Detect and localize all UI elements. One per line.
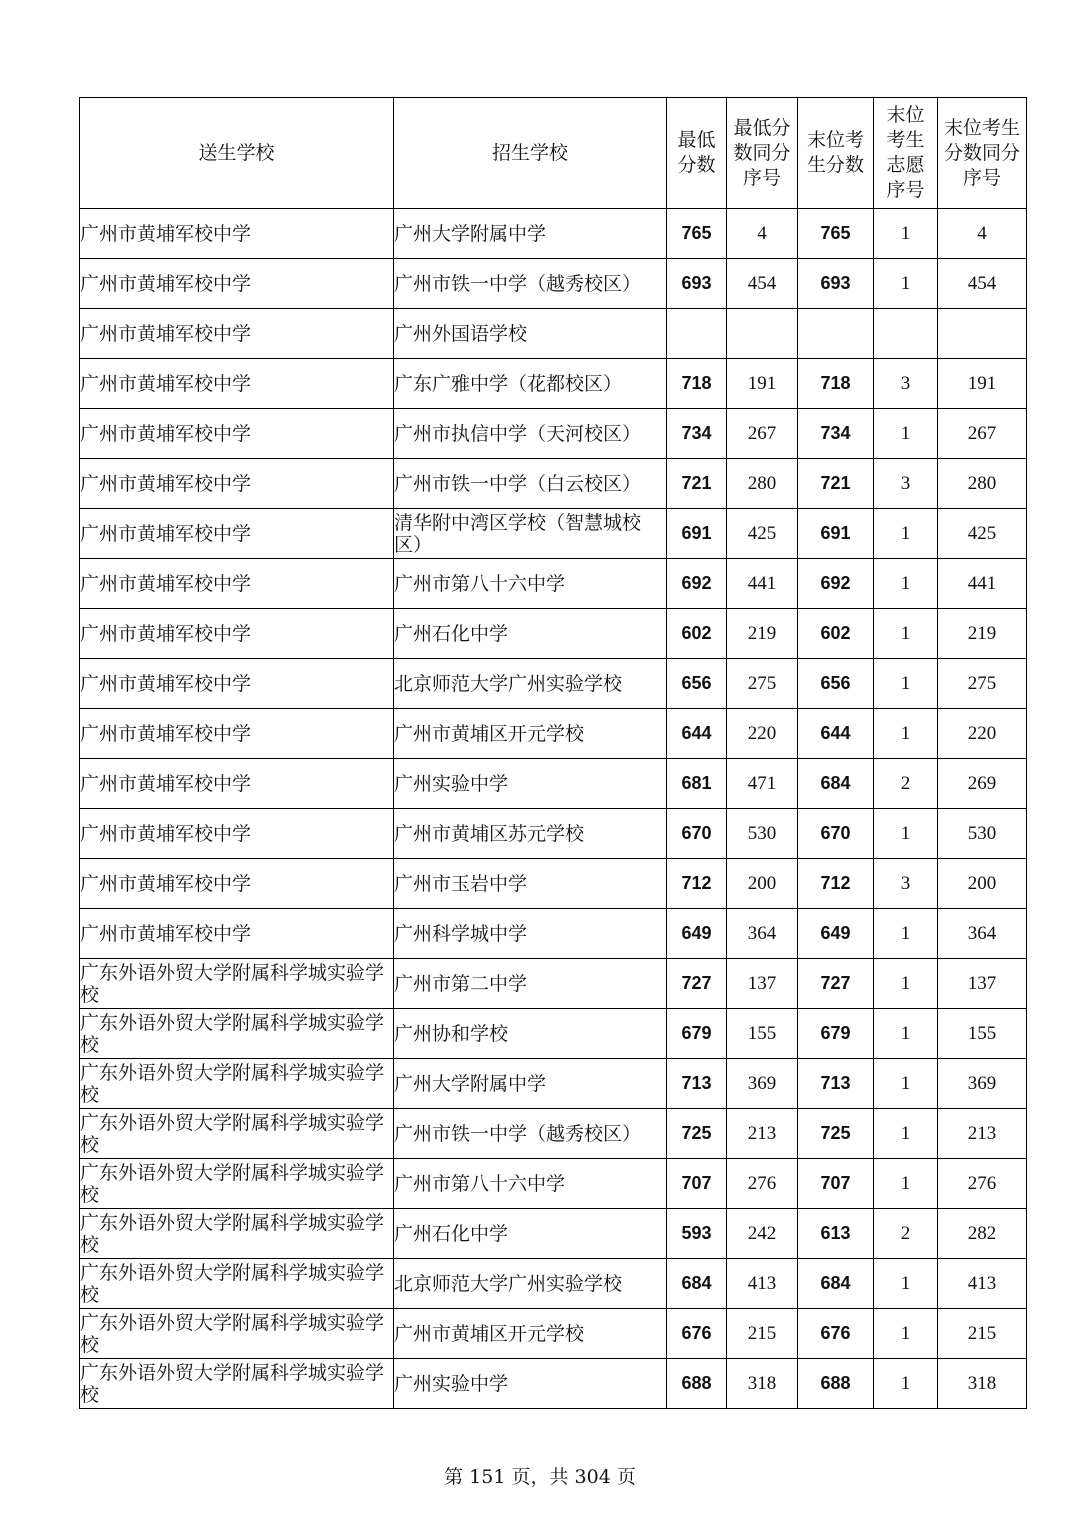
admitting-school-cell: 广州实验中学 xyxy=(394,1359,667,1409)
last-score-cell: 613 xyxy=(798,1209,874,1259)
header-row xyxy=(80,98,1027,209)
min-score-rank-cell: 191 xyxy=(727,359,798,409)
admitting-school-cell: 广州协和学校 xyxy=(394,1009,667,1059)
last-score-rank-cell: 413 xyxy=(938,1259,1027,1309)
last-choice-no-cell: 1 xyxy=(874,809,938,859)
min-score-cell: 681 xyxy=(667,759,727,809)
last-choice-no-cell: 1 xyxy=(874,1359,938,1409)
min-score-rank-cell: 425 xyxy=(727,509,798,559)
admitting-school-cell: 清华附中湾区学校（智慧城校区） xyxy=(394,509,667,559)
min-score-rank-cell: 280 xyxy=(727,459,798,509)
admitting-school-cell: 北京师范大学广州实验学校 xyxy=(394,1259,667,1309)
sending-school-cell: 广州市黄埔军校中学 xyxy=(80,559,394,609)
last-score-rank-cell: 219 xyxy=(938,609,1027,659)
admitting-school-cell: 广州大学附属中学 xyxy=(394,209,667,259)
table-row xyxy=(80,509,1027,559)
last-choice-no-cell: 3 xyxy=(874,459,938,509)
sending-school-cell: 广东外语外贸大学附属科学城实验学校 xyxy=(80,1259,394,1309)
admitting-school-cell: 广州市黄埔区苏元学校 xyxy=(394,809,667,859)
header-last-score: 末位考生分数 xyxy=(798,98,874,209)
header-last-score-rank: 末位考生分数同分序号 xyxy=(938,98,1027,209)
last-score-cell: 692 xyxy=(798,559,874,609)
last-score-cell: 707 xyxy=(798,1159,874,1209)
table-row xyxy=(80,309,1027,359)
table-row xyxy=(80,859,1027,909)
sending-school-cell: 广东外语外贸大学附属科学城实验学校 xyxy=(80,959,394,1009)
last-score-cell: 676 xyxy=(798,1309,874,1359)
min-score-rank-cell: 275 xyxy=(727,659,798,709)
admission-score-table xyxy=(79,97,1027,1409)
min-score-rank-cell xyxy=(727,309,798,359)
table-row xyxy=(80,959,1027,1009)
last-choice-no-cell: 2 xyxy=(874,1209,938,1259)
last-score-cell: 684 xyxy=(798,759,874,809)
table-row xyxy=(80,1059,1027,1109)
header-min-score: 最低分数 xyxy=(667,98,727,209)
last-score-rank-cell: 275 xyxy=(938,659,1027,709)
last-choice-no-cell: 1 xyxy=(874,259,938,309)
last-score-rank-cell: 282 xyxy=(938,1209,1027,1259)
last-score-rank-cell: 269 xyxy=(938,759,1027,809)
last-score-cell: 718 xyxy=(798,359,874,409)
table-row xyxy=(80,1209,1027,1259)
last-score-rank-cell: 318 xyxy=(938,1359,1027,1409)
last-score-cell: 693 xyxy=(798,259,874,309)
last-choice-no-cell: 1 xyxy=(874,559,938,609)
last-score-rank-cell: 276 xyxy=(938,1159,1027,1209)
last-score-cell: 649 xyxy=(798,909,874,959)
sending-school-cell: 广州市黄埔军校中学 xyxy=(80,709,394,759)
last-score-cell: 691 xyxy=(798,509,874,559)
header-admitting-school: 招生学校 xyxy=(394,98,667,209)
sending-school-cell: 广州市黄埔军校中学 xyxy=(80,459,394,509)
admitting-school-cell: 广州大学附属中学 xyxy=(394,1059,667,1109)
last-choice-no-cell: 1 xyxy=(874,1259,938,1309)
min-score-rank-cell: 369 xyxy=(727,1059,798,1109)
last-choice-no-cell: 1 xyxy=(874,1059,938,1109)
min-score-rank-cell: 530 xyxy=(727,809,798,859)
min-score-rank-cell: 242 xyxy=(727,1209,798,1259)
admitting-school-cell: 广州市第八十六中学 xyxy=(394,559,667,609)
admitting-school-cell: 广东广雅中学（花都校区） xyxy=(394,359,667,409)
min-score-rank-cell: 471 xyxy=(727,759,798,809)
admitting-school-cell: 广州市黄埔区开元学校 xyxy=(394,1309,667,1359)
min-score-rank-cell: 220 xyxy=(727,709,798,759)
min-score-rank-cell: 267 xyxy=(727,409,798,459)
last-choice-no-cell: 1 xyxy=(874,1109,938,1159)
last-choice-no-cell xyxy=(874,309,938,359)
min-score-cell: 679 xyxy=(667,1009,727,1059)
last-score-cell: 656 xyxy=(798,659,874,709)
table-row xyxy=(80,809,1027,859)
last-choice-no-cell: 1 xyxy=(874,959,938,1009)
table-header xyxy=(80,98,1027,209)
last-score-rank-cell: 215 xyxy=(938,1309,1027,1359)
last-score-rank-cell: 191 xyxy=(938,359,1027,409)
admitting-school-cell: 广州市执信中学（天河校区） xyxy=(394,409,667,459)
table-row xyxy=(80,409,1027,459)
last-score-cell: 644 xyxy=(798,709,874,759)
admitting-school-cell: 广州市玉岩中学 xyxy=(394,859,667,909)
last-score-rank-cell: 213 xyxy=(938,1109,1027,1159)
last-choice-no-cell: 1 xyxy=(874,709,938,759)
last-score-rank-cell: 454 xyxy=(938,259,1027,309)
min-score-rank-cell: 215 xyxy=(727,1309,798,1359)
last-choice-no-cell: 1 xyxy=(874,609,938,659)
last-score-rank-cell: 200 xyxy=(938,859,1027,909)
min-score-cell: 713 xyxy=(667,1059,727,1109)
last-choice-no-cell: 1 xyxy=(874,1309,938,1359)
min-score-cell: 725 xyxy=(667,1109,727,1159)
header-sending-school: 送生学校 xyxy=(80,98,394,209)
admitting-school-cell: 广州市第二中学 xyxy=(394,959,667,1009)
min-score-cell: 656 xyxy=(667,659,727,709)
table-row xyxy=(80,909,1027,959)
min-score-cell: 727 xyxy=(667,959,727,1009)
last-score-cell: 688 xyxy=(798,1359,874,1409)
last-score-cell: 721 xyxy=(798,459,874,509)
min-score-cell: 718 xyxy=(667,359,727,409)
last-score-cell: 602 xyxy=(798,609,874,659)
sending-school-cell: 广州市黄埔军校中学 xyxy=(80,209,394,259)
last-score-cell: 734 xyxy=(798,409,874,459)
admitting-school-cell: 广州科学城中学 xyxy=(394,909,667,959)
last-choice-no-cell: 1 xyxy=(874,659,938,709)
last-score-rank-cell xyxy=(938,309,1027,359)
min-score-rank-cell: 441 xyxy=(727,559,798,609)
last-score-cell: 712 xyxy=(798,859,874,909)
admitting-school-cell: 广州外国语学校 xyxy=(394,309,667,359)
table-row xyxy=(80,1159,1027,1209)
min-score-cell: 712 xyxy=(667,859,727,909)
last-score-rank-cell: 369 xyxy=(938,1059,1027,1109)
table-row xyxy=(80,359,1027,409)
sending-school-cell: 广州市黄埔军校中学 xyxy=(80,809,394,859)
last-score-cell: 713 xyxy=(798,1059,874,1109)
min-score-rank-cell: 318 xyxy=(727,1359,798,1409)
table-row xyxy=(80,1309,1027,1359)
last-score-rank-cell: 220 xyxy=(938,709,1027,759)
min-score-cell: 765 xyxy=(667,209,727,259)
sending-school-cell: 广东外语外贸大学附属科学城实验学校 xyxy=(80,1009,394,1059)
min-score-rank-cell: 219 xyxy=(727,609,798,659)
admitting-school-cell: 广州市铁一中学（越秀校区） xyxy=(394,259,667,309)
min-score-rank-cell: 4 xyxy=(727,209,798,259)
last-choice-no-cell: 2 xyxy=(874,759,938,809)
table-row xyxy=(80,709,1027,759)
min-score-cell: 676 xyxy=(667,1309,727,1359)
sending-school-cell: 广东外语外贸大学附属科学城实验学校 xyxy=(80,1309,394,1359)
min-score-cell: 670 xyxy=(667,809,727,859)
min-score-cell: 721 xyxy=(667,459,727,509)
last-score-cell xyxy=(798,309,874,359)
last-score-cell: 679 xyxy=(798,1009,874,1059)
table-row xyxy=(80,559,1027,609)
admitting-school-cell: 广州市铁一中学（白云校区） xyxy=(394,459,667,509)
min-score-cell: 688 xyxy=(667,1359,727,1409)
sending-school-cell: 广东外语外贸大学附属科学城实验学校 xyxy=(80,1359,394,1409)
admitting-school-cell: 广州市铁一中学（越秀校区） xyxy=(394,1109,667,1159)
last-choice-no-cell: 1 xyxy=(874,209,938,259)
min-score-cell: 602 xyxy=(667,609,727,659)
sending-school-cell: 广州市黄埔军校中学 xyxy=(80,659,394,709)
sending-school-cell: 广州市黄埔军校中学 xyxy=(80,609,394,659)
table-row xyxy=(80,259,1027,309)
last-score-cell: 684 xyxy=(798,1259,874,1309)
min-score-rank-cell: 454 xyxy=(727,259,798,309)
sending-school-cell: 广州市黄埔军校中学 xyxy=(80,859,394,909)
min-score-rank-cell: 200 xyxy=(727,859,798,909)
min-score-cell: 693 xyxy=(667,259,727,309)
admitting-school-cell: 广州石化中学 xyxy=(394,609,667,659)
sending-school-cell: 广东外语外贸大学附属科学城实验学校 xyxy=(80,1059,394,1109)
header-min-score-rank: 最低分数同分序号 xyxy=(727,98,798,209)
sending-school-cell: 广州市黄埔军校中学 xyxy=(80,359,394,409)
min-score-rank-cell: 155 xyxy=(727,1009,798,1059)
table-row xyxy=(80,1009,1027,1059)
table-body xyxy=(80,209,1027,1409)
last-score-rank-cell: 364 xyxy=(938,909,1027,959)
table-row xyxy=(80,659,1027,709)
min-score-rank-cell: 137 xyxy=(727,959,798,1009)
admitting-school-cell: 广州石化中学 xyxy=(394,1209,667,1259)
last-score-rank-cell: 155 xyxy=(938,1009,1027,1059)
min-score-cell xyxy=(667,309,727,359)
sending-school-cell: 广州市黄埔军校中学 xyxy=(80,409,394,459)
last-choice-no-cell: 3 xyxy=(874,359,938,409)
min-score-cell: 644 xyxy=(667,709,727,759)
sending-school-cell: 广东外语外贸大学附属科学城实验学校 xyxy=(80,1209,394,1259)
sending-school-cell: 广州市黄埔军校中学 xyxy=(80,509,394,559)
min-score-cell: 649 xyxy=(667,909,727,959)
last-choice-no-cell: 1 xyxy=(874,1009,938,1059)
table-row xyxy=(80,209,1027,259)
admitting-school-cell: 广州市第八十六中学 xyxy=(394,1159,667,1209)
last-score-rank-cell: 267 xyxy=(938,409,1027,459)
min-score-rank-cell: 213 xyxy=(727,1109,798,1159)
last-score-rank-cell: 425 xyxy=(938,509,1027,559)
page-number-footer: 第 151 页，共 304 页 xyxy=(444,1466,636,1488)
last-choice-no-cell: 1 xyxy=(874,909,938,959)
min-score-cell: 734 xyxy=(667,409,727,459)
table-row xyxy=(80,609,1027,659)
last-score-rank-cell: 137 xyxy=(938,959,1027,1009)
last-choice-no-cell: 3 xyxy=(874,859,938,909)
table-row xyxy=(80,759,1027,809)
last-score-cell: 727 xyxy=(798,959,874,1009)
sending-school-cell: 广州市黄埔军校中学 xyxy=(80,309,394,359)
min-score-rank-cell: 413 xyxy=(727,1259,798,1309)
min-score-cell: 684 xyxy=(667,1259,727,1309)
sending-school-cell: 广州市黄埔军校中学 xyxy=(80,759,394,809)
table-row xyxy=(80,1259,1027,1309)
last-score-cell: 765 xyxy=(798,209,874,259)
min-score-cell: 691 xyxy=(667,509,727,559)
last-score-cell: 670 xyxy=(798,809,874,859)
last-choice-no-cell: 1 xyxy=(874,1159,938,1209)
table-row xyxy=(80,459,1027,509)
last-choice-no-cell: 1 xyxy=(874,409,938,459)
last-score-cell: 725 xyxy=(798,1109,874,1159)
table-row xyxy=(80,1109,1027,1159)
last-score-rank-cell: 530 xyxy=(938,809,1027,859)
last-score-rank-cell: 441 xyxy=(938,559,1027,609)
min-score-cell: 692 xyxy=(667,559,727,609)
last-score-rank-cell: 280 xyxy=(938,459,1027,509)
last-choice-no-cell: 1 xyxy=(874,509,938,559)
min-score-cell: 593 xyxy=(667,1209,727,1259)
admitting-school-cell: 北京师范大学广州实验学校 xyxy=(394,659,667,709)
last-score-rank-cell: 4 xyxy=(938,209,1027,259)
admitting-school-cell: 广州实验中学 xyxy=(394,759,667,809)
sending-school-cell: 广东外语外贸大学附属科学城实验学校 xyxy=(80,1109,394,1159)
header-last-choice-no: 末位考生志愿序号 xyxy=(874,98,938,209)
sending-school-cell: 广东外语外贸大学附属科学城实验学校 xyxy=(80,1159,394,1209)
min-score-rank-cell: 276 xyxy=(727,1159,798,1209)
table-row xyxy=(80,1359,1027,1409)
admitting-school-cell: 广州市黄埔区开元学校 xyxy=(394,709,667,759)
min-score-rank-cell: 364 xyxy=(727,909,798,959)
sending-school-cell: 广州市黄埔军校中学 xyxy=(80,909,394,959)
sending-school-cell: 广州市黄埔军校中学 xyxy=(80,259,394,309)
min-score-cell: 707 xyxy=(667,1159,727,1209)
